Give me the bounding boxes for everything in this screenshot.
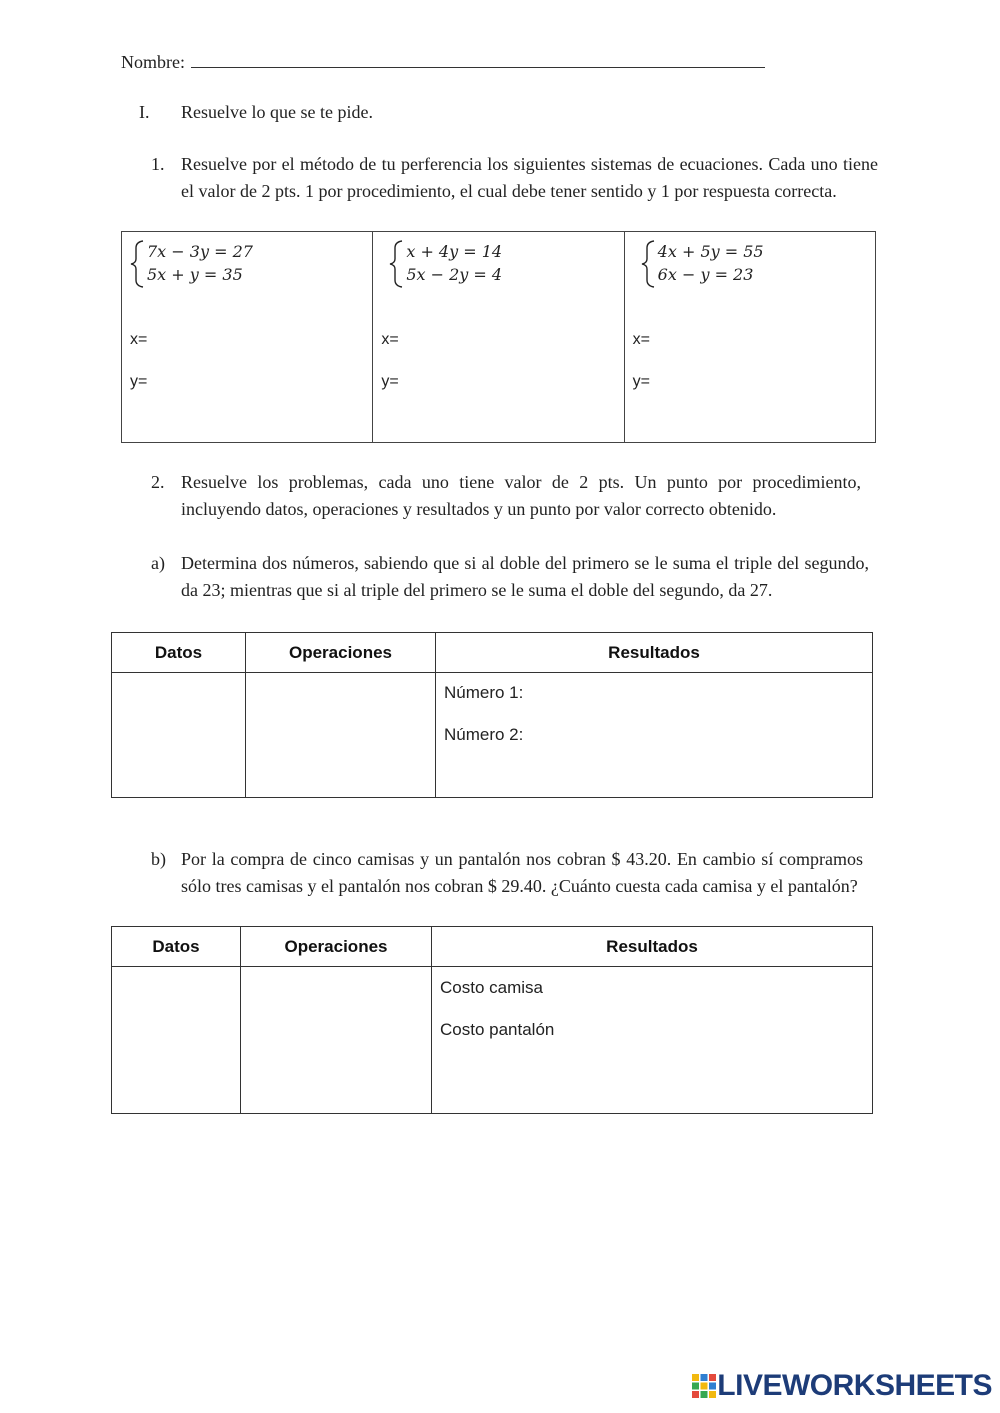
x-answer-2[interactable]: x=	[381, 331, 399, 348]
y-answer-2[interactable]: y=	[381, 373, 399, 390]
left-brace-icon	[130, 240, 144, 288]
nombre-field	[121, 48, 781, 76]
left-brace-icon	[389, 240, 403, 288]
y-answer-3[interactable]: y=	[632, 373, 650, 390]
section-title: Resuelve lo que se te pide.	[181, 102, 373, 122]
equation-2a: x + 4y = 14	[406, 242, 503, 261]
header-operaciones: Operaciones	[246, 633, 436, 673]
header-datos: Datos	[112, 927, 241, 967]
resultados-cell[interactable]	[436, 673, 873, 798]
result-costo-pantalon: Costo pantalón	[440, 1020, 555, 1039]
operaciones-cell[interactable]	[246, 673, 436, 798]
result-numero-2: Número 2:	[444, 725, 524, 744]
resultados-cell[interactable]	[432, 967, 873, 1114]
equation-system-1	[130, 240, 253, 288]
equations-table	[121, 231, 876, 443]
equation-1b: 5x + y = 35	[147, 265, 243, 284]
section-number: I.	[139, 102, 150, 122]
operaciones-cell[interactable]	[241, 967, 432, 1114]
header-operaciones: Operaciones	[241, 927, 432, 967]
y-answer-1[interactable]: y=	[130, 373, 148, 390]
equation-system-2	[389, 240, 502, 288]
problem-a-label: a)	[151, 553, 165, 573]
header-datos: Datos	[112, 633, 246, 673]
system-cell-2	[373, 232, 624, 442]
liveworksheets-logo-icon	[691, 1373, 717, 1399]
problem-b-table	[111, 926, 873, 1114]
system-cell-3	[625, 232, 875, 442]
problem-a-table	[111, 632, 873, 798]
problem-b-text: Por la compra de cinco camisas y un pantalón nos cobran $ 43.20. En cambio sí compramos sólo tres camisas y el pantalón nos cobran $ 29.40. ¿Cuánto cuesta cada camisa y el pantalón?	[181, 849, 863, 896]
result-costo-camisa: Costo camisa	[440, 978, 543, 997]
q2-instructions: Resuelve los problemas, cada uno tiene valor de 2 pts. Un punto por procedimiento, incluyendo datos, operaciones y resultados y un punto por valor correcto obtenido.	[181, 472, 861, 519]
equation-2b: 5x − 2y = 4	[406, 265, 503, 284]
nombre-label: Nombre:	[121, 52, 185, 72]
problem-b-label: b)	[151, 849, 166, 869]
datos-cell[interactable]	[112, 673, 246, 798]
x-answer-3[interactable]: x=	[632, 331, 650, 348]
q1-number: 1.	[151, 154, 165, 174]
header-resultados: Resultados	[436, 633, 873, 673]
system-cell-1	[122, 232, 373, 442]
q1-instructions: Resuelve por el método de tu perferencia los siguientes sistemas de ecuaciones. Cada uno tiene el valor de 2 pts. 1 por procedimiento, el cual debe tener sentido y 1 por respuesta correcta.	[181, 154, 878, 201]
datos-cell[interactable]	[112, 967, 241, 1114]
left-brace-icon	[641, 240, 655, 288]
header-resultados: Resultados	[432, 927, 873, 967]
x-answer-1[interactable]: x=	[130, 331, 148, 348]
equation-3a: 4x + 5y = 55	[657, 242, 764, 261]
equation-1a: 7x − 3y = 27	[147, 242, 253, 261]
q2-number: 2.	[151, 472, 165, 492]
equation-3b: 6x − y = 23	[657, 265, 754, 284]
liveworksheets-brand-text: LIVEWORKSHEETS	[717, 1369, 992, 1402]
problem-a-text: Determina dos números, sabiendo que si al doble del primero se le suma el triple del segundo, da 23; mientras que si al triple del primero se le suma el doble del segundo, da 27.	[181, 553, 869, 600]
result-numero-1: Número 1:	[444, 683, 524, 702]
liveworksheets-logo	[691, 1369, 992, 1403]
equation-system-3	[641, 240, 764, 288]
nombre-blank-line[interactable]	[191, 48, 765, 68]
